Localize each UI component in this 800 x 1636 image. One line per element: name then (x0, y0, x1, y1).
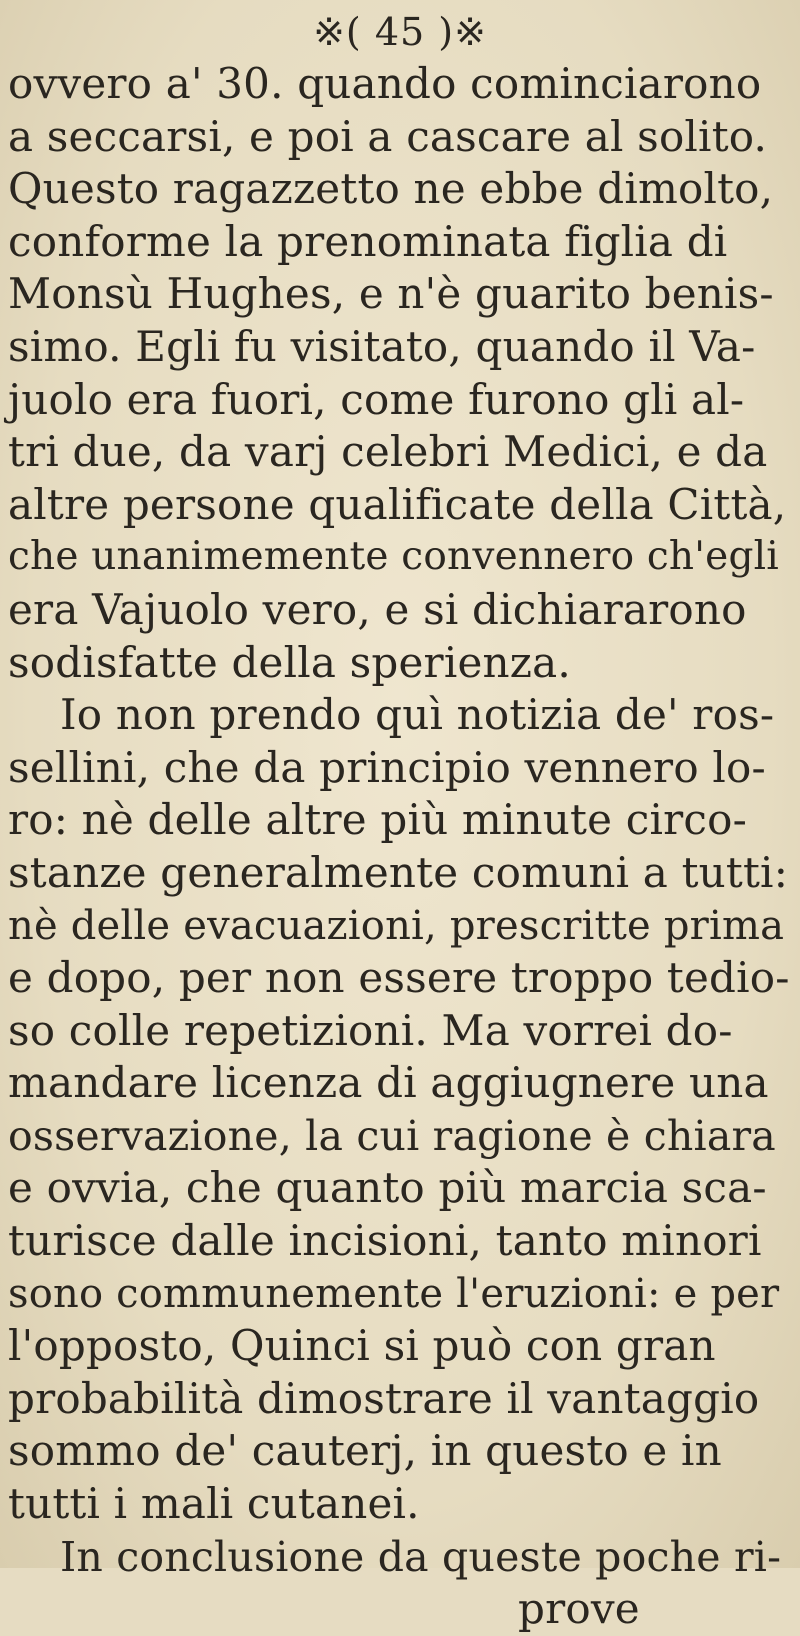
text-line: juolo era fuori, come furono gli al- (8, 374, 745, 424)
text-line: che unanimemente convennero ch'egli (8, 534, 779, 580)
catchword: prove (518, 1584, 640, 1634)
text-line: nè delle evacuazioni, prescritte prima (8, 902, 785, 949)
text-line: Questo ragazzetto ne ebbe dimolto, (8, 164, 774, 214)
text-line: altre persone qualificate della Città, (8, 479, 787, 529)
text-line: sommo de' cauterj, in questo e in (8, 1426, 722, 1476)
text-line: simo. Egli fu visitato, quando il Va- (8, 321, 756, 371)
text-line: sono communemente l'eruzioni: e per (8, 1270, 780, 1317)
text-line: turisce dalle incisioni, tanto minori (8, 1216, 762, 1266)
text-line: sellini, che da principio vennero lo- (8, 742, 766, 792)
text-line: probabilità dimostrare il vantaggio (8, 1373, 760, 1423)
text-line: ovvero a' 30. quando cominciarono (8, 59, 762, 108)
text-line: so colle repetizioni. Ma vorrei do- (8, 1005, 733, 1055)
paragraph-start-line: Io non prendo quì notizia de' ros- (60, 690, 775, 740)
text-line: era Vajuolo vero, e si dichiararono (8, 584, 747, 634)
text-line: conforme la prenominata figlia di (8, 216, 728, 266)
paragraph-start-line: In conclusione da queste poche ri- (60, 1532, 782, 1581)
text-line: sodisfatte della sperienza. (8, 637, 571, 687)
text-line: tutti i mali cutanei. (8, 1479, 420, 1529)
text-line: e dopo, per non essere troppo tedio- (8, 953, 790, 1003)
text-line: ro: nè delle altre più minute circo- (8, 795, 747, 845)
text-line: l'opposto, Quinci si può con gran (8, 1321, 716, 1371)
body-text (8, 58, 792, 1636)
text-line: e ovvia, che quanto più marcia sca- (8, 1163, 767, 1213)
text-line: Monsù Hughes, e n'è guarito benis- (8, 269, 774, 319)
text-line: mandare licenza di aggiugnere una (8, 1058, 769, 1108)
text-line: tri due, da varj celebri Medici, e da (8, 427, 768, 477)
page-header: ※( 45 )※ (313, 10, 487, 54)
text-line: a seccarsi, e poi a cascare al solito. (8, 111, 768, 161)
text-line: stanze generalmente comuni a tutti: (8, 847, 789, 897)
text-line: osservazione, la cui ragione è chiara (8, 1111, 776, 1160)
